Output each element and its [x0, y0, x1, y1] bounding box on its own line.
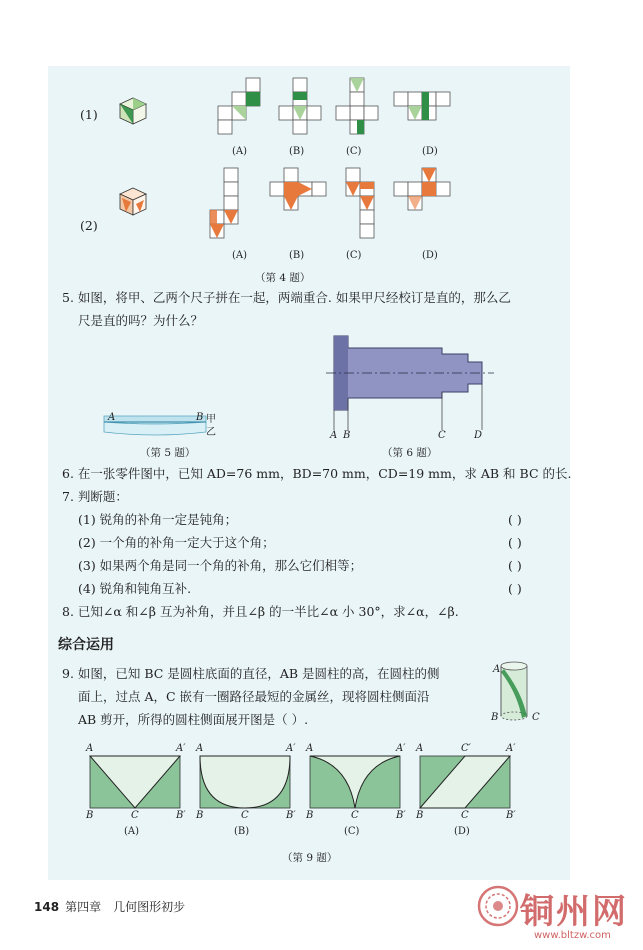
q5-point-b: B [196, 412, 204, 423]
q4-row1-option-a: (A) [232, 146, 248, 157]
opt-d-top-a: A [416, 743, 424, 754]
cylinder-label-b: B [491, 712, 499, 723]
q4-row1-option-b: (B) [289, 146, 305, 157]
page-number: 148 [34, 900, 60, 914]
net-1b [283, 76, 317, 140]
net-1d [392, 90, 452, 120]
q4-caption: （第 4 题） [255, 272, 311, 284]
q7-item-1: (1) 锐角的补角一定是钝角； [78, 512, 238, 527]
q5-caption: （第 5 题） [140, 447, 196, 459]
opt-b-bottom-c: C [241, 810, 249, 821]
q9-option-d-label: (D) [454, 826, 470, 837]
q4-row2-option-b: (B) [289, 250, 305, 261]
q6-point-d: D [474, 430, 483, 441]
section-title: 综合运用 [58, 637, 114, 653]
opt-d-bottom-b-prime: B′ [506, 810, 516, 821]
net-1a [214, 76, 262, 140]
q7-item-2: (2) 一个角的补角一定大于这个角； [78, 535, 275, 550]
q7-item-3: (3) 如果两个角是同一个角的补角，那么它们相等； [78, 558, 363, 573]
q6-caption: （第 6 题） [382, 447, 438, 459]
opt-b-top-a: A [196, 743, 204, 754]
q7-blank-3[interactable]: ( ) [508, 558, 522, 573]
opt-d-top-a-prime: A′ [506, 743, 516, 754]
q9-option-c-label: (C) [344, 826, 360, 837]
q5-text-line1: 5. 如图，将甲、乙两个尺子拼在一起，两端重合. 如果甲尺经校订是直的，那么乙 [62, 290, 511, 305]
net-2c [344, 166, 378, 246]
option-a-figure [88, 754, 182, 810]
option-b-figure [198, 754, 292, 810]
rulers-figure [102, 412, 210, 440]
q6-point-b: B [343, 430, 351, 441]
opt-c-bottom-b-prime: B′ [396, 810, 406, 821]
ruler-jia-label: 甲 [206, 414, 216, 425]
q6-point-a: A [330, 430, 338, 441]
q6-text: 6. 在一张零件图中，已知 AD=76 mm，BD=70 mm，CD=19 mm，求 AB 和 BC 的长. [62, 466, 572, 481]
net-2a [208, 166, 252, 238]
opt-a-bottom-b-prime: B′ [176, 810, 186, 821]
q6-point-c: C [438, 430, 446, 441]
opt-c-top-a: A [306, 743, 314, 754]
q4-row2-option-a: (A) [232, 250, 248, 261]
cylinder-label-c: C [532, 712, 540, 723]
option-c-figure [308, 754, 402, 810]
net-2d [392, 166, 456, 214]
watermark-url: www.bltzw.com [534, 930, 611, 941]
q7-blank-2[interactable]: ( ) [508, 535, 522, 550]
q9-option-b-label: (B) [234, 826, 250, 837]
net-2b [268, 166, 330, 218]
q9-text-line2: 面上，过点 A，C 嵌有一圈路径最短的金属丝，现将圆柱侧面沿 [78, 689, 430, 704]
q4-row1-option-c: (C) [346, 146, 362, 157]
opt-c-bottom-c: C [351, 810, 359, 821]
green-cube-figure [118, 96, 148, 126]
q4-row1-option-d: (D) [422, 146, 438, 157]
q9-caption: （第 9 题） [282, 852, 338, 864]
cylinder-label-a: A [493, 664, 501, 675]
orange-cube-figure [118, 186, 148, 218]
q7-blank-4[interactable]: ( ) [508, 581, 522, 596]
q7-title: 7. 判断题： [62, 489, 128, 504]
q9-text-line1: 9. 如图，已知 BC 是圆柱底面的直径，AB 是圆柱的高，在圆柱的侧 [62, 666, 440, 681]
watermark-seal-icon [476, 884, 520, 928]
q8-text: 8. 已知∠α 和∠β 互为补角，并且∠β 的一半比∠α 小 30°，求∠α，∠β. [62, 604, 459, 619]
opt-a-top-a: A [86, 743, 94, 754]
opt-d-bottom-b: B [416, 810, 424, 821]
q4-row2-option-d: (D) [422, 250, 438, 261]
opt-c-bottom-b: B [306, 810, 314, 821]
opt-b-top-a-prime: A′ [286, 743, 296, 754]
option-d-figure [418, 754, 512, 810]
q4-row2-option-c: (C) [346, 250, 362, 261]
opt-a-top-a-prime: A′ [176, 743, 186, 754]
page-footer [34, 898, 185, 915]
cylinder-figure [498, 660, 532, 722]
q5-text-line2: 尺是直的吗？为什么？ [78, 313, 204, 328]
q9-option-a-label: (A) [124, 826, 140, 837]
opt-d-top-c-prime: C′ [461, 743, 471, 754]
q4-row2-label: (2) [80, 218, 98, 233]
net-1c [344, 76, 374, 140]
ruler-yi-label: 乙 [206, 427, 216, 438]
q7-blank-1[interactable]: ( ) [508, 512, 522, 527]
opt-a-bottom-b: B [86, 810, 94, 821]
opt-a-bottom-c: C [131, 810, 139, 821]
opt-b-bottom-b-prime: B′ [286, 810, 296, 821]
q9-text-line3: AB 剪开，所得的圆柱侧面展开图是（ ）. [78, 712, 309, 727]
q7-item-4: (4) 锐角和钝角互补. [78, 581, 192, 596]
machine-part-figure [326, 330, 496, 432]
q4-row1-label: (1) [80, 107, 98, 122]
q5-point-a: A [108, 412, 116, 423]
opt-d-bottom-c: C [461, 810, 469, 821]
watermark-logo: 铜州网 [520, 892, 628, 932]
chapter-title: 第四章 几何图形初步 [65, 900, 186, 914]
opt-b-bottom-b: B [196, 810, 204, 821]
opt-c-top-a-prime: A′ [396, 743, 406, 754]
